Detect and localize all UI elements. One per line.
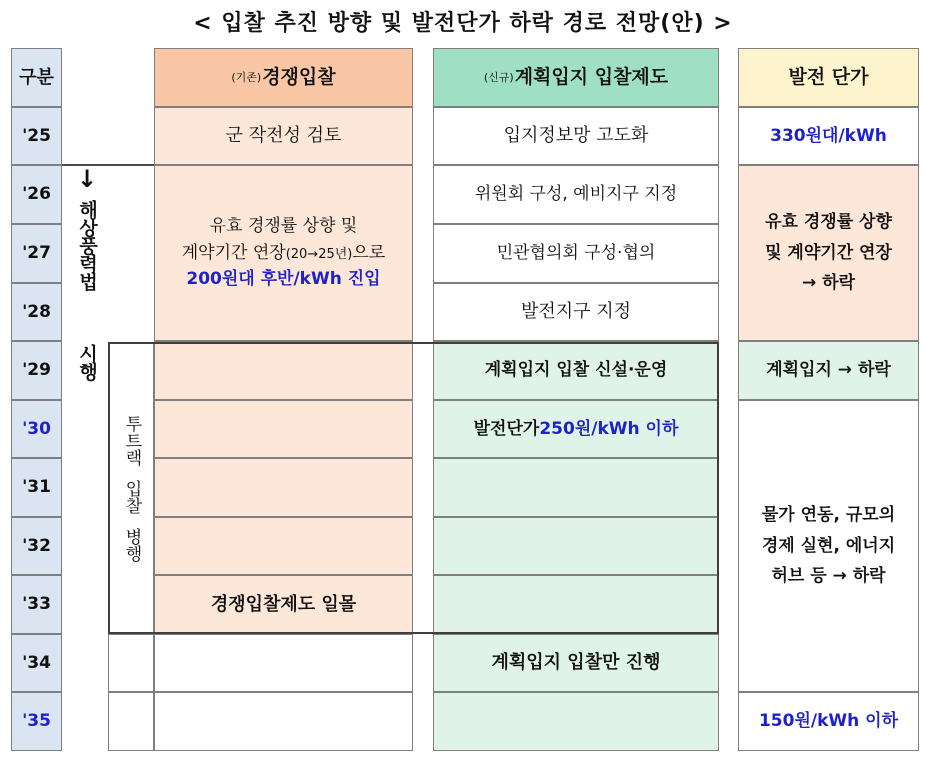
header-existing (154, 48, 413, 107)
page-title: < 입찰 추진 방향 및 발전단가 하락 경로 전망(안) > (193, 11, 733, 36)
header-existing-prefix: (기존) (231, 70, 262, 84)
existing-line1: 유효 경쟁률 상향 및 (209, 216, 358, 237)
year-29: '29 (11, 341, 62, 400)
two-track-label: 투트랙 입찰 병행 (110, 344, 154, 632)
header-new (433, 48, 719, 107)
existing-2032 (154, 517, 413, 575)
cost-2025: 330원대/kWh (738, 107, 919, 165)
empty-cell-34 (108, 634, 154, 692)
cost-2026-2028: 유효 경쟁률 상향 및 계약기간 연장 → 하락 (738, 165, 919, 341)
existing-2035 (154, 692, 413, 751)
year-30: '30 (11, 400, 62, 458)
cost-2030-2034: 물가 연동, 규모의 경제 실현, 에너지 허브 등 → 하락 (738, 400, 919, 692)
header-category: 구분 (11, 48, 62, 107)
new-2029: 계획입지 입찰 신설·운영 (433, 341, 719, 400)
existing-line3: 200원대 후반/kWh 진입 (186, 269, 381, 290)
new-2033 (433, 575, 719, 634)
year-34: '34 (11, 634, 62, 692)
year-28: '28 (11, 283, 62, 341)
empty-cell-35 (108, 692, 154, 751)
new-2030: 발전단가 250원/kWh 이하 (433, 400, 719, 458)
existing-2030 (154, 400, 413, 458)
year-32: '32 (11, 517, 62, 575)
existing-2034 (154, 634, 413, 692)
new-2032 (433, 517, 719, 575)
header-cost: 발전 단가 (738, 48, 919, 107)
existing-line2: 계약기간 연장(20→25년)으로 (181, 242, 386, 263)
header-existing-label: 경쟁입찰 (262, 65, 336, 88)
new-2035 (433, 692, 719, 751)
year-35: '35 (11, 692, 62, 751)
new-2027: 민관협의회 구성·협의 (433, 224, 719, 283)
year-25: '25 (11, 107, 62, 165)
existing-2029 (154, 341, 413, 400)
new-2031 (433, 458, 719, 517)
new-2025: 입지정보망 고도화 (433, 107, 719, 165)
existing-2026-2028 (154, 165, 413, 341)
year-27: '27 (11, 224, 62, 283)
new-2028: 발전지구 지정 (433, 283, 719, 341)
existing-2033: 경쟁입찰제도 일몰 (154, 575, 413, 634)
new-2034: 계획입지 입찰만 진행 (433, 634, 719, 692)
year-31: '31 (11, 458, 62, 517)
year-33: '33 (11, 575, 62, 634)
existing-2025: 군 작전성 검토 (154, 107, 413, 165)
law-arrow: ↓ (76, 165, 98, 193)
cost-2035: 150원/kWh 이하 (738, 692, 919, 751)
cost-2029: 계획입지 → 하락 (738, 341, 919, 400)
header-new-prefix: (신규) (483, 70, 514, 84)
law-label-2: 시행 (76, 344, 98, 380)
year-26: '26 (11, 165, 62, 224)
law-label: 해상풍력법 (76, 200, 98, 290)
existing-2031 (154, 458, 413, 517)
new-2026: 위원회 구성, 예비지구 지정 (433, 165, 719, 224)
header-new-label: 계획입지 입찰제도 (514, 65, 669, 88)
